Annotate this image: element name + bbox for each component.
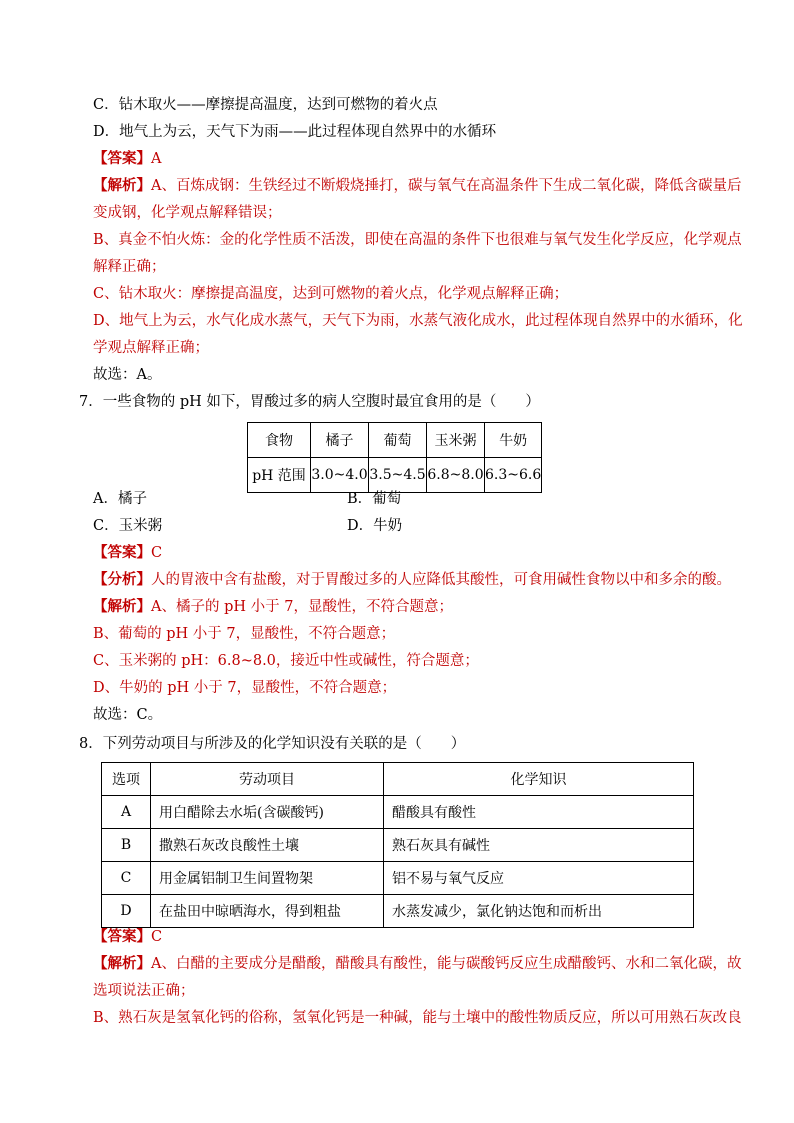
q6-answer <box>93 148 161 170</box>
answer-value: A <box>151 151 162 167</box>
q6-analysis-line: B、真金不怕火炼：金的化学性质不活泼，即使在高温的条件下也很难与氧气发生化学反应，化学观点 <box>93 232 742 248</box>
table-cell: 在盐田中晾晒海水，得到粗盐 <box>151 895 384 928</box>
answer-tag: 【答案】 <box>93 928 151 945</box>
q7-option-c: C．玉米粥 <box>93 518 163 534</box>
table-row <box>102 829 694 862</box>
table-cell: 劳动项目 <box>151 763 384 796</box>
answer-value: C <box>151 929 163 945</box>
table-row <box>102 895 694 928</box>
table-cell: A <box>102 796 151 829</box>
q7-analysis-line: B、葡萄的 pH 小于 7，显酸性，不符合题意； <box>93 626 396 642</box>
q6-analysis-line: D、地气上为云，水气化成水蒸气，天气下为雨，水蒸气液化成水，此过程体现自然界中的水循环，化 <box>93 313 743 329</box>
analysis-tag: 【解析】 <box>93 955 151 972</box>
table-cell: 食物 <box>248 423 311 458</box>
q7-analysis-line: 【解析】A、橘子的 pH 小于 7，显酸性，不符合题意； <box>93 598 453 615</box>
table-cell: 用金属铝制卫生间置物架 <box>151 862 384 895</box>
q6-analysis-line: 【解析】A、百炼成钢：生铁经过不断煅烧捶打，碳与氧气在高温条件下生成二氧化碳，降低含碳量后 <box>93 177 742 194</box>
analysis-tag: 【解析】 <box>93 177 151 194</box>
q8-analysis-line: 选项说法正确； <box>93 983 195 999</box>
table-row <box>102 862 694 895</box>
table-cell: C <box>102 862 151 895</box>
q6-analysis-line: 学观点解释正确； <box>93 340 209 356</box>
q7-fenxi: 【分析】人的胃液中含有盐酸，对于胃酸过多的人应降低其酸性，可食用碱性食物以中和多余的酸。 <box>93 571 731 588</box>
answer-tag: 【答案】 <box>93 150 151 167</box>
q7-option-d: D．牛奶 <box>347 518 403 534</box>
q7-answer <box>93 542 162 564</box>
table-cell: 6.8~8.0 <box>427 458 485 493</box>
analysis-tag: 【解析】 <box>93 598 151 615</box>
answer-value: C <box>151 545 163 561</box>
table-cell: 熟石灰具有碱性 <box>384 829 694 862</box>
table-row <box>248 423 542 458</box>
table-row <box>102 796 694 829</box>
table-cell: 水蒸发减少，氯化钠达饱和而析出 <box>384 895 694 928</box>
q7-analysis-line: D、牛奶的 pH 小于 7，显酸性，不符合题意； <box>93 680 397 696</box>
table-cell: 用白醋除去水垢(含碳酸钙) <box>151 796 384 829</box>
table-cell: 选项 <box>102 763 151 796</box>
q7-ph-table <box>247 422 542 493</box>
q8-answer <box>93 926 162 948</box>
q6-analysis-line: C、钻木取火：摩擦提高温度，达到可燃物的着火点，化学观点解释正确； <box>93 286 569 302</box>
table-cell: 玉米粥 <box>427 423 485 458</box>
q6-analysis-line: 解释正确； <box>93 259 166 275</box>
table-cell: 3.0~4.0 <box>311 458 369 493</box>
q7-option-a: A．橘子 <box>93 491 147 507</box>
table-cell: 橘子 <box>311 423 369 458</box>
q8-table <box>101 762 694 928</box>
q7-question: 7．一些食物的 pH 如下，胃酸过多的病人空腹时最宜食用的是（ ） <box>79 394 540 410</box>
q6-option-d: D．地气上为云，天气下为雨——此过程体现自然界中的水循环 <box>93 124 497 140</box>
table-cell: 葡萄 <box>369 423 427 458</box>
table-cell: 6.3~6.6 <box>485 458 542 493</box>
q6-analysis-line: 变成钢，化学观点解释错误； <box>93 205 282 221</box>
q7-analysis-line: C、玉米粥的 pH：6.8~8.0，接近中性或碱性，符合题意； <box>93 653 479 669</box>
q6-option-c: C．钻木取火——摩擦提高温度，达到可燃物的着火点 <box>93 97 438 113</box>
table-cell: 化学知识 <box>384 763 694 796</box>
table-cell: 醋酸具有酸性 <box>384 796 694 829</box>
fenxi-tag: 【分析】 <box>93 571 151 588</box>
q6-conclusion: 故选：A。 <box>93 367 162 383</box>
answer-tag: 【答案】 <box>93 544 151 561</box>
table-cell: 3.5~4.5 <box>369 458 427 493</box>
q8-question: 8．下列劳动项目与所涉及的化学知识没有关联的是（ ） <box>79 736 466 752</box>
table-cell: 牛奶 <box>485 423 542 458</box>
table-cell: D <box>102 895 151 928</box>
q7-option-b: B．葡萄 <box>347 491 402 507</box>
table-cell: B <box>102 829 151 862</box>
q8-analysis-line: 【解析】A、白醋的主要成分是醋酸，醋酸具有酸性，能与碳酸钙反应生成醋酸钙、水和二氧化碳，故 <box>93 955 742 972</box>
table-cell: 铝不易与氧气反应 <box>384 862 694 895</box>
table-row <box>102 763 694 796</box>
table-cell: pH 范围 <box>248 458 311 493</box>
q8-analysis-line: B、熟石灰是氢氧化钙的俗称，氢氧化钙是一种碱，能与土壤中的酸性物质反应，所以可用熟石灰改良 <box>93 1010 742 1026</box>
q7-conclusion: 故选：C。 <box>93 707 163 723</box>
table-cell: 撒熟石灰改良酸性土壤 <box>151 829 384 862</box>
